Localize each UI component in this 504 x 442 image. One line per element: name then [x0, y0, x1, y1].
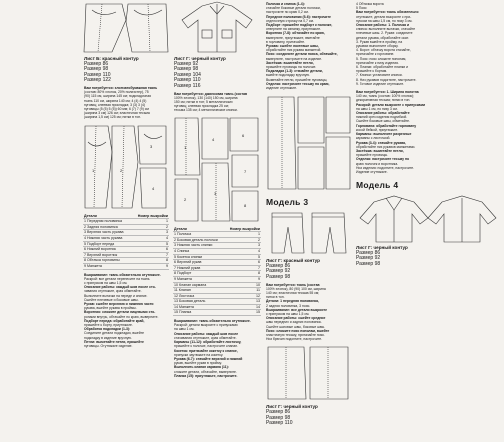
table-header: Детали Номер выкройки [174, 226, 260, 231]
size-row: Размер 98 [356, 260, 381, 267]
instructions-text: Выкраивание: ткань обязательно отутюжьте. Раскрой: детали выкроите с припусками на швы 1 см. Описание работы: каждый шов после стачивания отутюжьте, края обметайте. Карманы (11-12): обработайте листочку, пришейте к полочке, настрочите клапан. Кокетка: притачайте кокетку к спинке, припуски заутюжьте на кокетку. Рукава (6-7): стачайте верхний и нижний рукав, вшейте рукав в пройму. Выполнить клапан кармана (11): сложите детали, обтачайте, выверните. Планка (15): приутюжьте, настрочите. [174, 319, 251, 378]
table-row: 5 Кокетка спинки 5 [174, 254, 260, 259]
column-3 [264, 0, 352, 442]
size-row: Размер 110 [266, 420, 293, 427]
size-row: Размер 98 [266, 274, 291, 281]
size-row: Размер 86 [266, 409, 291, 416]
svg-text:3: 3 [214, 190, 217, 196]
size-row: Размер 92 [266, 268, 291, 275]
jacket-sketch-model-4 [354, 192, 502, 244]
materials-text: Вам потребуется: ткань (состав 100% хлопок), 80 (90) 100 см, ширина 140 см; эластичная тесьма 55 см; нитки в тон. Детали: 1 передняя половинка, 2 задняя половинка, 3 пояс. Выкраивание: все детали выкроите с припуском на швы 1,5 см. Описание работы: сшейте средние швы передних и задних половинок. Сшейте шаговые швы, боковые швы. Пояс: сложите пояс пополам, вшейте эластичную тесьму, притачайте пояс. Низ брючин подогните, настрочите. [266, 282, 330, 342]
table-row: 7 Верхний воротник 7 [84, 252, 168, 257]
size-row: Размер 86 [84, 60, 109, 67]
pants-pattern-diagram [264, 343, 352, 403]
size-list-header: Лист Б: красный контур [84, 56, 139, 61]
materials-text: Вам потребуется: 1. Ширина полотна 140 см, ткань (состав: 100% хлопок); декоративная тесьма; нитки в тон. Раскрой: детали выкроите с припусками на швы 1 см, по низу 3 см. Описание работы: обработайте нижний срез изделия подгибкой. Сшейте боковые швы, обметайте. Горловина: обработайте горловину косой бейкой, приутюжьте. Карманы: выполните разрезные карманы с листочкой. Рукава (3-4): стачайте рукава, обработайте низ рукавов манжетами. Застёжка: выметайте петли, пришейте пуговицы. Отделка: настрочите тесьму по краю полочек и воротника. Низ изделия: подогните, настрочите. Изделие отутюжьте. [356, 90, 426, 174]
size-row: Размер 122 [84, 77, 111, 84]
size-row: Размер 116 [174, 82, 201, 89]
size-row: Размер 92 [356, 255, 381, 262]
size-row: Размер 98 [174, 66, 199, 73]
table-header: Детали Номер выкройки [84, 213, 168, 218]
table-row: 8 Подборт 8 [174, 271, 260, 276]
materials-text: Вам потребуется: джинсовая ткань (состав 100% хлопок), 130 (140) 150 см, ширина 150 см; нитки в тон; 5 металлических пуговиц; клеевая прокладка 25 см; тесьма 135 см; 4 металлические кнопки. [174, 91, 248, 113]
size-row: Размер 110 [84, 71, 111, 78]
jacket-pattern-diagram-bottom [82, 122, 170, 212]
table-row: 14 Манжета 14 [174, 304, 260, 309]
table-row: 4 Спинка 4 [174, 248, 260, 253]
size-row: Размер 86 [356, 249, 381, 256]
size-row: Размер 92 [174, 60, 199, 67]
jacket-pattern-diagram-top [82, 0, 170, 55]
table-row: 4 Нижняя часть рукава 4 [84, 235, 168, 240]
svg-text:6: 6 [242, 132, 245, 138]
page-margin [0, 0, 80, 442]
svg-text:4: 4 [152, 185, 155, 191]
table-row: 2 Боковая деталь полочки 2 [174, 237, 260, 242]
column-2 [172, 0, 262, 442]
table-row: 7 Нижний рукав 7 [174, 265, 260, 270]
model-title: Модель 3 [266, 197, 309, 208]
svg-text:1: 1 [92, 167, 95, 173]
table-row: 11 Клапан 11 [174, 288, 260, 293]
size-row: Размер 104 [174, 71, 201, 78]
svg-text:4: 4 [212, 136, 215, 142]
table-row: 1 Полочка 1 [174, 232, 260, 237]
table-row: 15 Планка 15 [174, 310, 260, 315]
size-row: Размер 86 [266, 262, 291, 269]
jacket-flat-sketch [172, 0, 262, 55]
table-row: 3 Верхняя часть рукава 3 [84, 230, 168, 235]
instructions-text: 4 Обтачка ворота 5 Пояс Вам потребуется: ткань обязательно отутюжьте, детали выкроите с при- пуском на швы 1,5 см, по низу 3 см. Описание работы: 1. Полочка и спинка: выполните вытачки, стачайте плечевые швы. 2. Рукав: соедините детали рукава, обработайте окат. 3. Рукав вшейте в пройму, на рукавах выполните сборку. 4. Ворот: обтачку ворота стачайте, притачайте к горловине. 5. Пояс: пояс сложите пополам, притачайте к низу изделия. 6. Планки: обработайте планки и пришейте к бортам. 7. Кнопки: установите кнопки. 8. Низ рукавов подогните, настрочите. 9. Готовое изделие отутюжьте. [356, 2, 419, 86]
svg-text:8: 8 [244, 202, 247, 208]
table-row: 9 Манжета 9 [174, 276, 260, 281]
pants-sketch [264, 209, 352, 257]
size-list-header: Лист Г: красный контур [266, 258, 320, 264]
instructions-text: Полочка и спинка (1-4): стачайте боковые детали полочки, настрочите по краю 0,2 см. Передние половинки (5-6): настрочите отделочную строчку на 0,7 см. Подборт: пришейте подборт к полочке, отверните на изнанку, приутюжьте. Воротник (7-8): обтачайте по краю, выверните, приутюжьте, вметайте в горловину, притачайте. Рукава: сшейте локтевые швы, обработайте низ рукава манжетой. Пояс: соедините детали пояса, обтачайте, выверните, настрочите на изделие. Застёжка: выметайте петли, пришейте пуговицы на полочке. Подкладка (1-3): стачайте детали, вшейте подкладку вручную. Выметайте петли, пришейте пуговицы, Отделка: настрочите тесьму по краю, изделие отутюжьте. [266, 2, 338, 91]
size-row: Размер 98 [84, 66, 109, 73]
column-4 [354, 0, 504, 442]
size-list-header: Лист Г: черный контур [266, 404, 318, 410]
table-row: 10 Клапан кармана 10 [174, 282, 260, 287]
materials-text: Вам потребуется: хлопчатобумажная ткань (состав: 80% хлопок, 20% полиэстер), 75 (90) 115 см, ширина 145 см; подкладочная ткань 110 см, ширина 140 см; 4 (4) 4 (5) пуговиц; клеевая прокладка; 3 (3) 3 (4) пуговицы (5 (5) 5 (5)) 60 мм; 6 (7) 7 (9) см (ширина 3 см) 126 см; эластичная тесьма (ширина 1,5 см) 125 см; нитки в тон. [84, 85, 158, 120]
svg-text:3: 3 [150, 143, 153, 149]
size-row: Размер 110 [174, 77, 201, 84]
table-row: 8 Обтачка горловины 8 [84, 258, 168, 263]
table-row: 2 Задняя половинка 2 [84, 224, 168, 229]
table-row: 6 Нижний воротник 6 [84, 247, 168, 252]
table-row: 9 Манжета 9 [84, 263, 168, 268]
size-list-header: Лист Г: черный контур [356, 245, 408, 251]
table-row: 12 Листочка 12 [174, 293, 260, 298]
size-row: Размер 98 [266, 414, 291, 421]
svg-text:7: 7 [244, 168, 247, 174]
model-title: Модель 4 [356, 180, 399, 191]
svg-text:2: 2 [184, 196, 187, 202]
size-list-header: Лист Г: черный контур [174, 56, 226, 61]
table-row: 3 Нижняя часть спинки 3 [174, 243, 260, 248]
table-row: 13 Боковая деталь 13 [174, 299, 260, 304]
column-1 [82, 0, 170, 442]
svg-text:2: 2 [120, 167, 123, 173]
instructions-text: Выкраивание: ткань обязательно отутюжьте. Раскрой: все детали перенесите на ткань с припуском на швы 1,5 см. Описание работы: каждый шов после сто- чивания отутюжьте, края обметайте. Выполните вытачки на переде и спинке. Сшейте плечевые и боковые швы. Рукав: сшейте верхнюю и нижнюю части рукава, вшейте рукава в проймы. Воротник: сложите детали лицевыми сто- ронами внутрь, обтачайте по краю, выверните. Подборт переда: обработайте край, пришейте к борту, приутюжьте. Обработка подкладки (1-3): Соедините детали подкладки, вшейте подкладку в изделие вручную. Петли: выметайте петли, пришейте пуговицы. Отутюжьте изделие. [84, 272, 161, 348]
table-row: 1 Передняя половинка 1 [84, 219, 168, 224]
table-row: 5 Подборт переда 5 [84, 241, 168, 246]
svg-text:1: 1 [184, 144, 187, 150]
parts-table [173, 227, 261, 317]
jacket-pattern-layout [172, 115, 262, 225]
jacket-pattern-small [264, 93, 352, 193]
table-row: 6 Верхний рукав 6 [174, 260, 260, 265]
parts-table [83, 214, 169, 270]
